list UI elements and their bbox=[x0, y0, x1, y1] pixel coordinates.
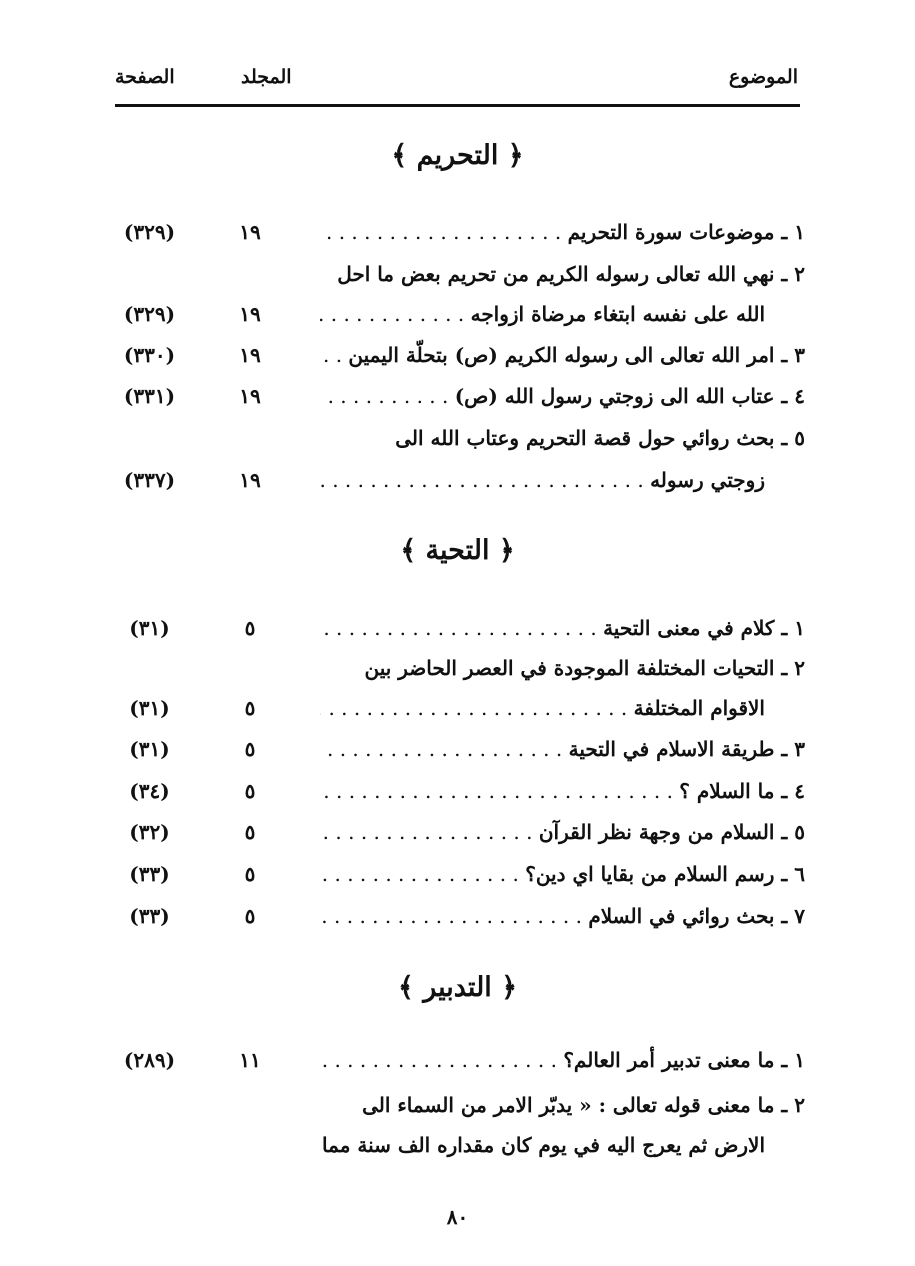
entry-text: ٧ ـ بحث روائي في السلام . . . bbox=[320, 896, 805, 936]
entry-text: ١ ـ كلام في معنى التحية . . . bbox=[320, 608, 805, 648]
entry-text: ٤ ـ ما السلام ؟ . . . bbox=[320, 771, 805, 811]
list-item bbox=[0, 1040, 915, 1080]
entry-page: (٣٣١) bbox=[123, 384, 176, 408]
list-item bbox=[0, 418, 915, 458]
table-header bbox=[115, 60, 800, 107]
list-item bbox=[0, 729, 915, 769]
entry-text: ١ ـ ما معنى تدبير أمر العالم؟ . . . bbox=[320, 1040, 805, 1080]
list-item bbox=[0, 854, 915, 894]
entry-volume: ٥ bbox=[244, 904, 256, 928]
entry-volume: ٥ bbox=[244, 779, 256, 803]
entry-page: (٣٣) bbox=[129, 904, 170, 928]
entry-text: ٢ ـ نهي الله تعالى رسوله الكريم من تحريم بعض ما احل bbox=[337, 262, 805, 286]
entry-page: (٣٣٧) bbox=[123, 468, 176, 492]
entry-text: ٣ ـ طريقة الاسلام في التحية . . . bbox=[320, 729, 805, 769]
section-title-tadbir: ﴿ التدبير ﴾ bbox=[397, 972, 518, 1003]
list-item bbox=[0, 1085, 915, 1125]
entry-page: (٣٢٩) bbox=[123, 220, 176, 244]
header-volume: المجلد bbox=[241, 66, 292, 88]
list-item bbox=[0, 376, 915, 416]
entry-text: ٤ ـ عتاب الله الى زوجتي رسول الله (ص) . . . bbox=[320, 376, 805, 416]
entry-page: (٣١) bbox=[129, 737, 170, 761]
list-item bbox=[0, 460, 915, 500]
list-item bbox=[0, 254, 915, 294]
entry-page: (٣١) bbox=[129, 696, 170, 720]
entry-volume: ٥ bbox=[244, 616, 256, 640]
entry-text: ٣ ـ امر الله تعالى الى رسوله الكريم (ص) بتحلّة اليمين . . . bbox=[320, 335, 805, 375]
entry-text: ٥ ـ السلام من وجهة نظر القرآن . . . bbox=[320, 812, 805, 852]
header-subject: الموضوع bbox=[728, 66, 798, 88]
entry-text: ٢ ـ ما معنى قوله تعالى : « يدبّر الامر من السماء الى bbox=[362, 1093, 805, 1117]
entry-volume: ١٩ bbox=[239, 302, 261, 326]
entry-volume: ٥ bbox=[244, 737, 256, 761]
list-item bbox=[0, 1125, 915, 1165]
list-item bbox=[0, 294, 915, 334]
entry-text: الارض ثم يعرج اليه في يوم كان مقداره الف سنة مما bbox=[322, 1133, 765, 1157]
list-item bbox=[0, 648, 915, 688]
entry-volume: ١٩ bbox=[239, 468, 261, 492]
page-number: ٨٠ bbox=[446, 1205, 469, 1229]
entry-text: ٢ ـ التحيات المختلفة الموجودة في العصر الحاضر بين bbox=[364, 656, 805, 680]
entry-volume: ١٩ bbox=[239, 384, 261, 408]
entry-volume: ٥ bbox=[244, 862, 256, 886]
entry-text: ٦ ـ رسم السلام من بقايا اي دين؟ . . . bbox=[320, 854, 805, 894]
entry-volume: ٥ bbox=[244, 696, 256, 720]
entry-page: (٣٣٠) bbox=[123, 343, 176, 367]
entry-text: الاقوام المختلفة . . . bbox=[320, 688, 765, 728]
list-item bbox=[0, 608, 915, 648]
entry-page: (٣٢٩) bbox=[123, 302, 176, 326]
list-item bbox=[0, 896, 915, 936]
list-item bbox=[0, 771, 915, 811]
entry-page: (٣٢) bbox=[129, 820, 170, 844]
entry-page: (٣١) bbox=[129, 616, 170, 640]
list-item bbox=[0, 812, 915, 852]
entry-page: (٣٤) bbox=[129, 779, 170, 803]
list-item bbox=[0, 212, 915, 252]
entry-page: (٢٨٩) bbox=[123, 1048, 176, 1072]
entry-text: ٥ ـ بحث روائي حول قصة التحريم وعتاب الله الى bbox=[395, 426, 805, 450]
section-title-tahrim: ﴿ التحريم ﴾ bbox=[391, 140, 524, 171]
entry-text: ١ ـ موضوعات سورة التحريم . . . bbox=[320, 212, 805, 252]
entry-volume: ١١ bbox=[239, 1048, 261, 1072]
list-item bbox=[0, 335, 915, 375]
section-title-tahiyya: ﴿ التحية ﴾ bbox=[400, 535, 515, 566]
header-page: الصفحة bbox=[115, 66, 175, 88]
entry-volume: ١٩ bbox=[239, 343, 261, 367]
entry-page: (٣٣) bbox=[129, 862, 170, 886]
entry-volume: ١٩ bbox=[239, 220, 261, 244]
entry-volume: ٥ bbox=[244, 820, 256, 844]
entry-text: زوجتي رسوله . . . bbox=[320, 460, 765, 500]
list-item bbox=[0, 688, 915, 728]
entry-text: الله على نفسه ابتغاء مرضاة ازواجه . . . bbox=[320, 294, 765, 334]
